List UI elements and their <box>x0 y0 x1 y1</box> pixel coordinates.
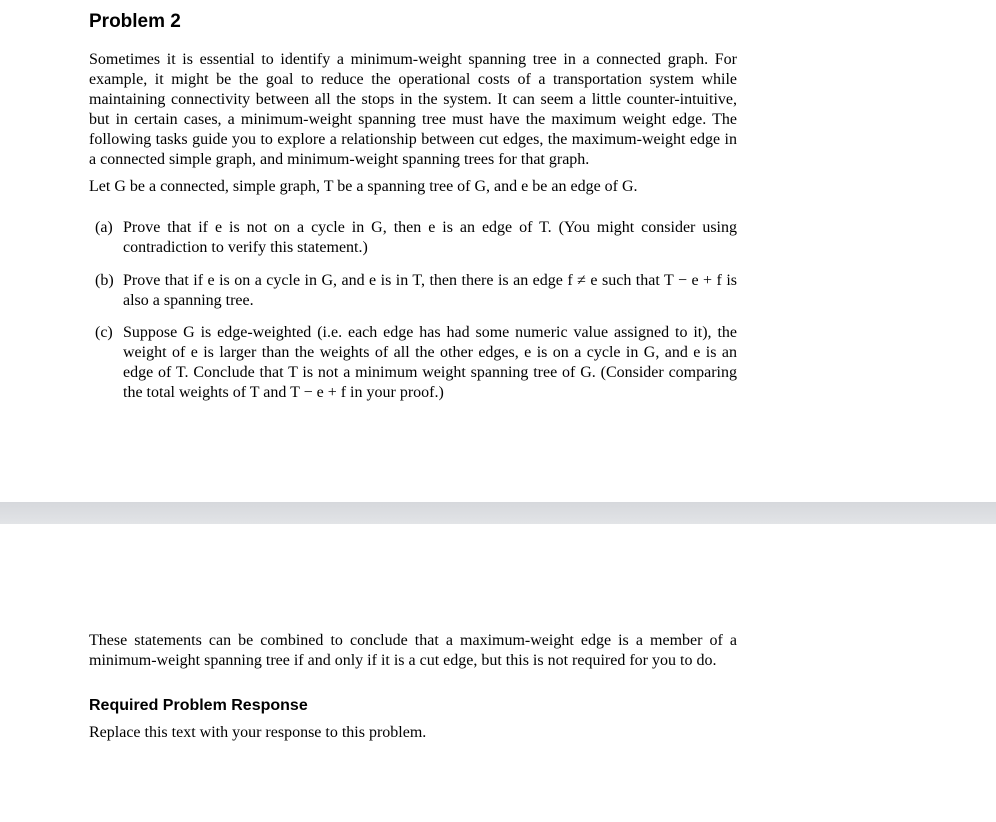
document-page-2 <box>0 524 996 822</box>
page-break-divider <box>0 502 996 524</box>
problem-conclusion: These statements can be combined to conclude that a maximum-weight edge is a member of a minimum-weight spanning tree if and only if it is a cut edge, but this is not required for you to do. <box>89 632 737 669</box>
part-text: Prove that if e is on a cycle in G, and e is in T, then there is an edge f ≠ e such that T − e + f is also a spanning tree. <box>123 272 737 309</box>
problem-part-c <box>89 323 737 403</box>
part-text: Suppose G is edge-weighted (i.e. each edge has had some numeric value assigned to it), the weight of e is larger than the weights of all the other edges, e is on a cycle in G, and e is an edge of T. Conclude that T is not a minimum weight spanning tree of G. (Consider comparing the total weights of T and T − e + f in your proof.) <box>123 324 737 401</box>
part-label: (c) <box>95 324 113 341</box>
problem-setup: Let G be a connected, simple graph, T be a spanning tree of G, and e be an edge of G. <box>89 178 638 195</box>
conclusion-section <box>89 631 737 743</box>
part-label: (b) <box>95 272 114 289</box>
problem-title: Problem 2 <box>89 11 181 32</box>
problem-intro: Sometimes it is essential to identify a minimum-weight spanning tree in a connected graph. For example, it might be the goal to reduce the operational costs of a transportation system while maintaining connectivity between all the stops in the system. It can seem a little counter-intuitive, but in certain cases, a minimum-weight spanning tree must have the maximum weight edge. The following tasks guide you to explore a relationship between cut edges, the maximum-weight edge in a connected simple graph, and minimum-weight spanning trees for that graph. <box>89 51 737 168</box>
problem-section <box>89 11 737 403</box>
response-text[interactable]: Replace this text with your response to this problem. <box>89 724 427 741</box>
response-heading: Required Problem Response <box>89 697 308 714</box>
part-text: Prove that if e is not on a cycle in G, then e is an edge of T. (You might consider using contradiction to verify this statement.) <box>123 219 737 256</box>
problem-parts-list <box>89 218 737 403</box>
problem-part-a <box>89 218 737 258</box>
problem-part-b <box>89 271 737 311</box>
part-label: (a) <box>95 219 113 236</box>
